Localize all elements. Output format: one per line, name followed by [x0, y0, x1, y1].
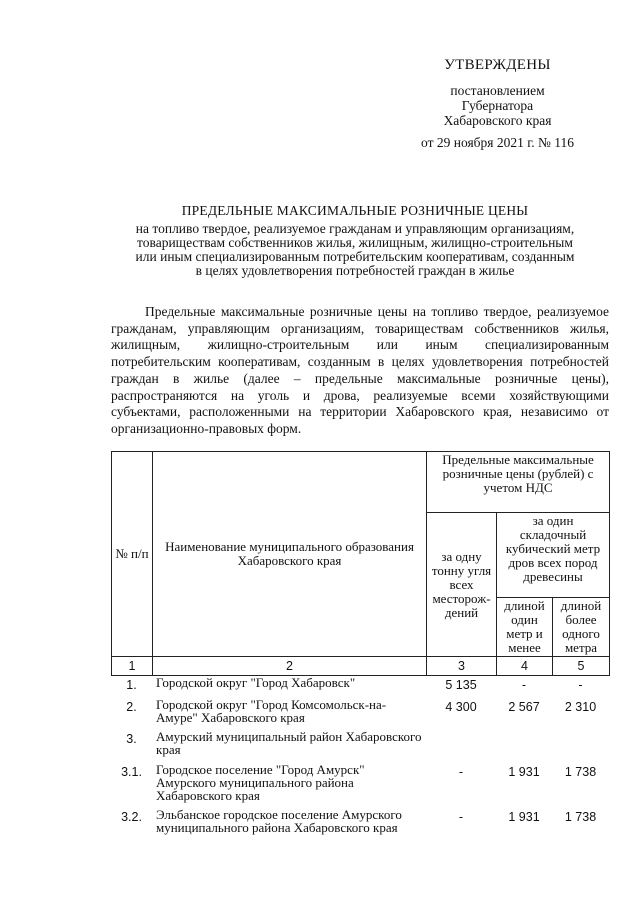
approval-date: от 29 ноября 2021 г. № 116 — [421, 135, 574, 150]
header-wood-long: длиной более одного метра — [553, 598, 610, 657]
table-row — [111, 763, 609, 808]
document-title — [100, 204, 610, 278]
approval-block — [395, 58, 600, 150]
row-wood-short-price: 2 567 — [508, 700, 540, 714]
row-wood-long-price: 1 738 — [564, 765, 597, 779]
header-municipality: Наименование муниципального образования Хабаровского края — [153, 452, 427, 657]
header-num: № п/п — [112, 452, 153, 657]
header-coal: за одну тонну угля всех месторож-дений — [427, 513, 497, 657]
row-wood-long-price — [552, 730, 609, 763]
row-wood-short-price — [496, 730, 552, 763]
approval-line-3: Хабаровского края — [443, 113, 552, 128]
document-title-sub-2: товариществам собственников жилья, жилищным, жилищно-строительным — [137, 235, 573, 250]
row-number: 3.2. — [121, 810, 142, 824]
price-table-header — [111, 451, 610, 676]
column-number: 5 — [553, 657, 610, 676]
row-coal-price: - — [458, 765, 464, 779]
row-coal-price: 4 300 — [445, 700, 477, 714]
document-title-sub-4: в целях удовлетворения потребностей граждан в жилье — [195, 263, 515, 278]
header-wood: за один складочный кубический метр дров всех пород древесины — [497, 513, 610, 598]
row-municipality: Городское поселение "Город Амурск" Амурского муниципального района Хабаровского края — [156, 762, 365, 803]
document-title-sub-1: на топливо твердое, реализуемое гражданам и управляющим организациям, — [135, 221, 575, 236]
row-wood-long-price: 1 738 — [564, 810, 597, 824]
row-municipality: Городской округ "Город Комсомольск-на-Амуре" Хабаровского края — [156, 697, 387, 725]
row-coal-price: - — [458, 810, 464, 824]
column-number: 2 — [153, 657, 427, 676]
column-number: 3 — [427, 657, 497, 676]
intro-paragraph: Предельные максимальные розничные цены на топливо твердое, реализуемое гражданам, управляющим организациям, товариществам собственников жилья, жилищным, жилищно-строительным или иным специализированным потребительским кооперативам, созданным в целях удовлетворения потребностей граждан в жилье (далее – предельные максимальные розничные цены), распространяются на уголь и дрова, реализуемые всеми хозяйствующими субъектами, расположенными на территории Хабаровского края, независимо от организационно-правовых форм. — [111, 304, 609, 436]
table-row — [111, 730, 609, 763]
column-number: 4 — [497, 657, 553, 676]
row-wood-long-price: - — [578, 678, 583, 692]
row-number: 3.1. — [121, 765, 142, 779]
column-number: 1 — [112, 657, 153, 676]
row-municipality: Эльбанское городское поселение Амурского муниципального района Хабаровского края — [156, 807, 402, 835]
approval-heading: УТВЕРЖДЕНЫ — [444, 57, 551, 73]
row-coal-price — [426, 730, 496, 763]
row-number: 2. — [126, 700, 137, 714]
approval-line-1: постановлением — [450, 83, 545, 98]
table-row — [111, 676, 609, 698]
row-municipality: Городской округ "Город Хабаровск" — [156, 675, 356, 690]
table-row — [111, 698, 609, 730]
row-wood-short-price: 1 931 — [508, 810, 540, 824]
header-prices: Предельные максимальные розничные цены (рублей) с учетом НДС — [427, 452, 610, 513]
header-wood-short: длиной один метр и менее — [497, 598, 553, 657]
price-table-body — [111, 676, 609, 840]
document-title-main: ПРЕДЕЛЬНЫЕ МАКСИМАЛЬНЫЕ РОЗНИЧНЫЕ ЦЕНЫ — [181, 203, 529, 218]
row-number: 3. — [126, 732, 137, 746]
document-title-sub-3: или иным специализированным потребительским кооперативам, созданным — [135, 249, 575, 264]
row-wood-long-price: 2 310 — [564, 700, 597, 714]
table-row — [111, 808, 609, 840]
approval-line-2: Губернатора — [461, 98, 534, 113]
row-wood-short-price: - — [521, 678, 527, 692]
row-number: 1. — [126, 678, 137, 692]
row-coal-price: 5 135 — [445, 678, 477, 692]
row-wood-short-price: 1 931 — [508, 765, 540, 779]
row-municipality: Амурский муниципальный район Хабаровского края — [156, 729, 422, 757]
